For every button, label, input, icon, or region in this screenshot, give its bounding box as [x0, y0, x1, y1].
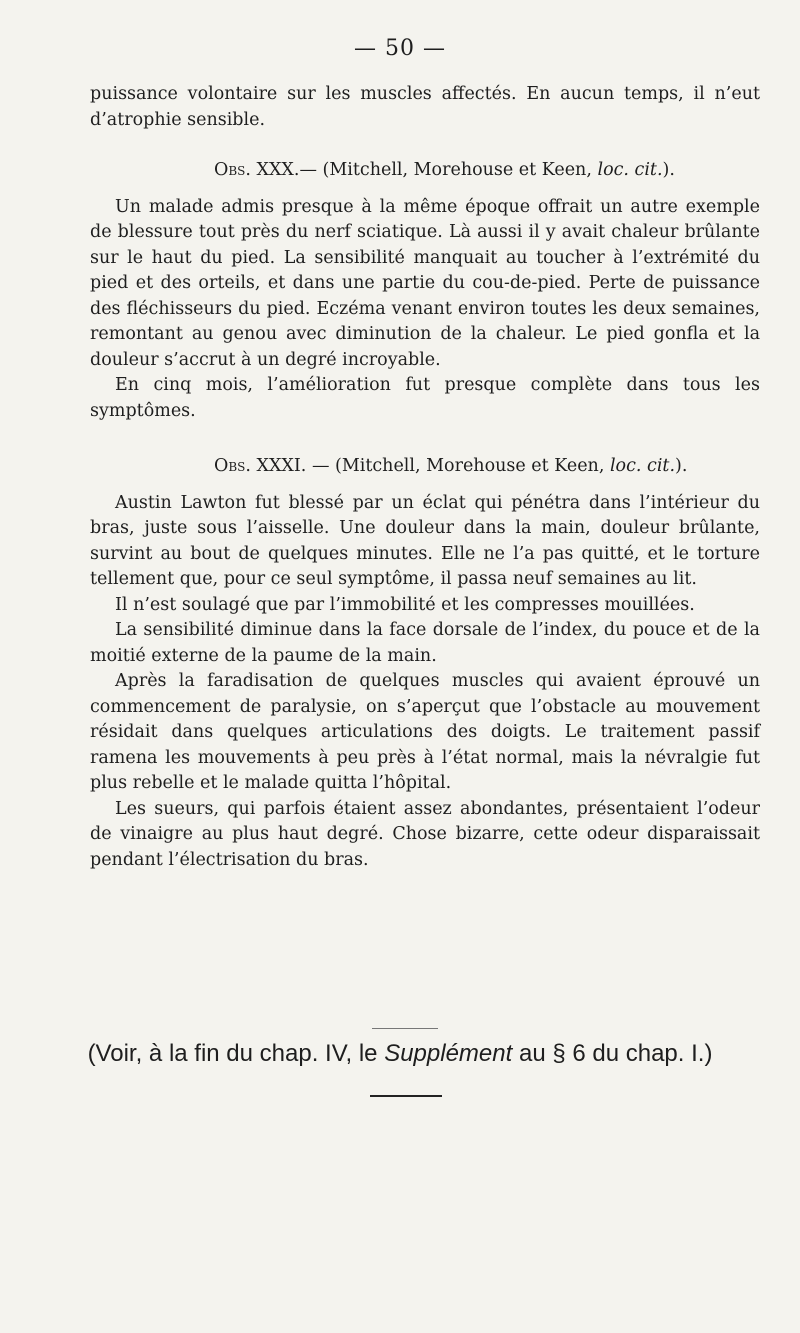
- obs-30-heading: [90, 158, 760, 184]
- obs-31-paragraph-2: Il n’est soulagé que par l’immobilité et les compresses mouillées.: [115, 594, 695, 615]
- obs-31-paragraph-5: Les sueurs, qui parfois étaient assez abondantes, présentaient l’odeur de vinaigre au plus haut degré. Chose bizarre, cette odeur disparaissait pendant l’électrisation du bras.: [90, 798, 760, 870]
- obs-30-paragraph-2: En cinq mois, l’amélioration fut presque complète dans tous les symptômes.: [90, 375, 760, 421]
- obs-30-reference: loc. cit.: [597, 160, 663, 180]
- obs-31-authors: — (Mitchell, Morehouse et Keen,: [306, 456, 610, 476]
- obs-30-authors: — (Mitchell, Morehouse et Keen,: [299, 160, 598, 180]
- obs-31-paragraph-3: La sensibilité diminue dans la face dorsale de l’index, du pouce et de la moitié externe de la paume de la main.: [90, 620, 760, 666]
- obs-31-paragraph-1: Austin Lawton fut blessé par un éclat qui pénétra dans l’intérieur du bras, juste sous l’aisselle. Une douleur dans la main, douleur brûlante, survint au bout de quelques minutes. Elle ne l’a pas quitté, et le torture tellement que, pour ce seul symptôme, il passa neuf semaines au lit.: [90, 492, 760, 589]
- obs-30-label: Obs. XXX.: [214, 160, 300, 180]
- separator-bottom: [370, 1095, 442, 1097]
- footer-note-suffix: au § 6 du chap. I.): [512, 1040, 713, 1067]
- page-body: [90, 82, 760, 873]
- obs-31-heading-end: ).: [675, 456, 688, 476]
- intro-paragraph: puissance volontaire sur les muscles affectés. En aucun temps, il n’eut d’atrophie sensible.: [90, 84, 760, 130]
- footer-note-prefix: (Voir, à la fin du chap. IV, le: [87, 1040, 385, 1067]
- obs-30-heading-end: ).: [662, 160, 675, 180]
- footer-note-emphasis: Supplément: [384, 1040, 513, 1067]
- page-number: — 50 —: [354, 36, 446, 61]
- obs-31-label: Obs. XXXI.: [214, 456, 307, 476]
- separator-top: [372, 1028, 438, 1029]
- obs-31-heading: [90, 454, 760, 480]
- obs-31-reference: loc. cit.: [609, 456, 676, 476]
- footer-note: [0, 1040, 800, 1068]
- obs-30-paragraph-1: Un malade admis presque à la même époque offrait un autre exemple de blessure tout près du nerf sciatique. Là aussi il y avait chaleur brûlante sur le haut du pied. La sensibilité manquait au toucher à l’extrémité du pied et des orteils, et dans une partie du cou-de-pied. Perte de puissance des fléchisseurs du pied. Eczéma venant environ toutes les deux semaines, remontant au genou avec diminution de la chaleur. Le pied gonfla et la douleur s’accrut à un degré incroyable.: [90, 196, 760, 370]
- obs-31-paragraph-4: Après la faradisation de quelques muscles qui avaient éprouvé un commencement de paralysie, on s’aperçut que l’obstacle au mouvement résidait dans quelques articulations des doigts. Le traitement passif ramena les mouvements à peu près à l’état normal, mais la névralgie fut plus rebelle et le malade quitta l’hôpital.: [90, 671, 760, 793]
